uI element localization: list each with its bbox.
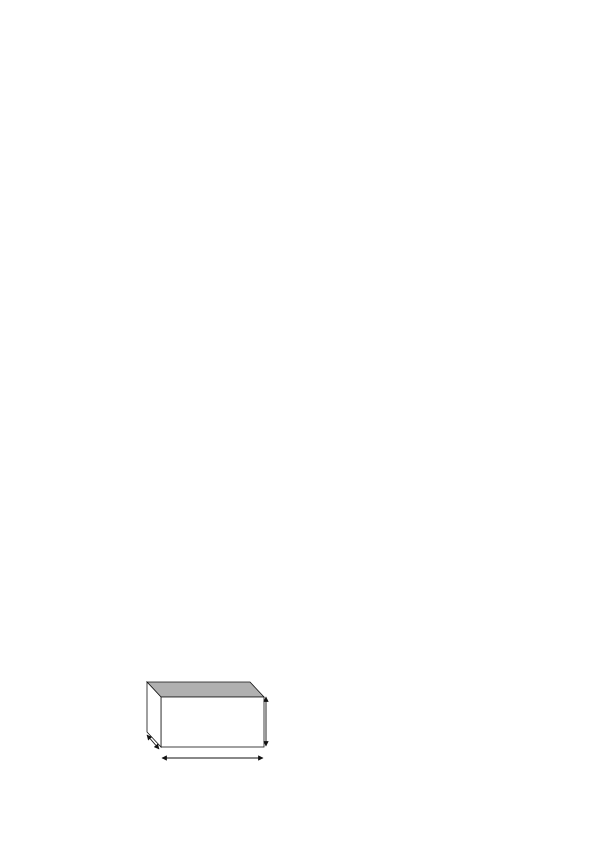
box-top-face [147, 682, 264, 697]
box-front-face [161, 697, 264, 747]
